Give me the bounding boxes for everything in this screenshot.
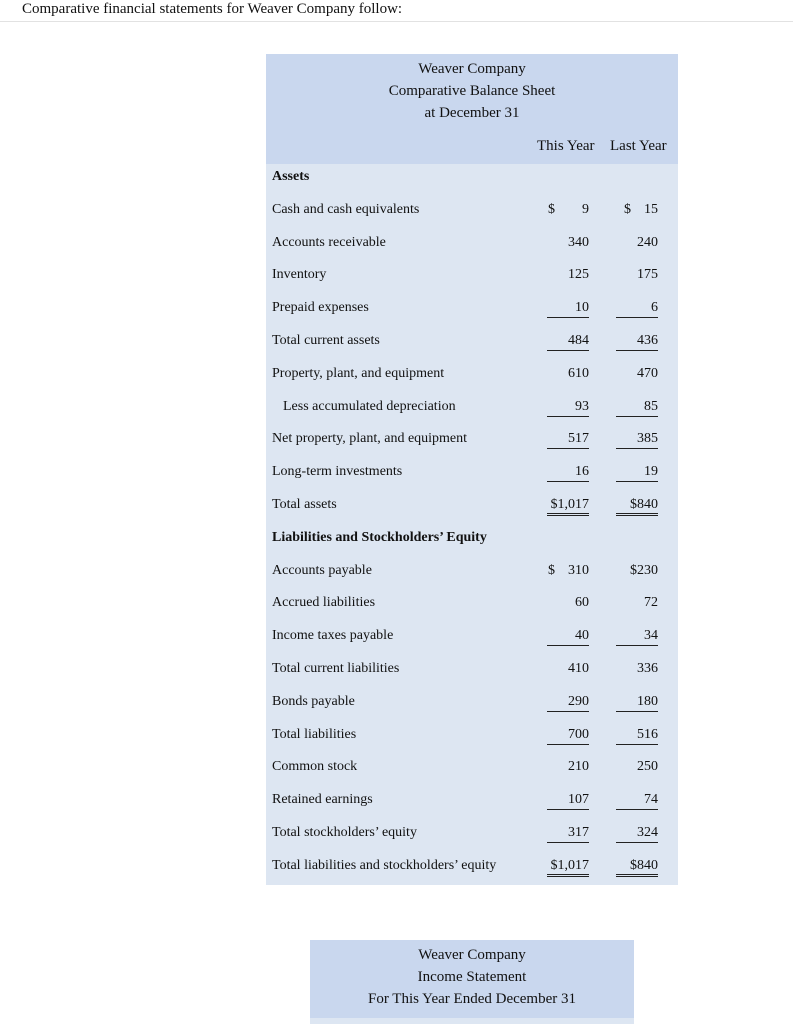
- table-row: [266, 720, 678, 753]
- table-row: [266, 785, 678, 818]
- value-this-year: 10: [547, 299, 589, 318]
- row-label: Total liabilities: [272, 726, 357, 742]
- value-this-year: 16: [547, 463, 589, 482]
- value-this-year: $1,017: [547, 857, 589, 877]
- table-row: [266, 424, 678, 457]
- dollar-sign: $: [624, 201, 631, 217]
- table-row: [266, 359, 678, 392]
- value-last-year: 85: [616, 398, 658, 417]
- row-label: Assets: [272, 169, 310, 184]
- row-label: Common stock: [272, 759, 358, 775]
- table-row: [266, 556, 678, 589]
- value-this-year: 484: [547, 332, 589, 351]
- row-label: Total current liabilities: [272, 661, 400, 676]
- value-last-year: 240: [637, 234, 658, 250]
- table-row: [266, 490, 678, 523]
- value-last-year: 336: [637, 661, 658, 676]
- value-last-year: 385: [616, 430, 658, 449]
- dollar-sign: $: [548, 201, 555, 217]
- row-label: Total current assets: [272, 333, 380, 348]
- value-last-year: 175: [637, 267, 658, 283]
- value-this-year: 93: [547, 398, 589, 417]
- table-row: [266, 621, 678, 654]
- value-this-year: 610: [568, 365, 589, 381]
- table-row: [266, 588, 678, 621]
- row-label: Total liabilities and stockholders’ equity: [272, 857, 497, 873]
- value-this-year: 60: [575, 595, 589, 611]
- value-last-year: 436: [616, 332, 658, 351]
- value-last-year: 324: [616, 824, 658, 843]
- row-label: Prepaid expenses: [272, 300, 369, 316]
- value-this-year: 410: [568, 661, 589, 676]
- column-header-this-year: This Year: [537, 138, 595, 154]
- row-label: Less accumulated depreciation: [283, 398, 456, 414]
- row-label: Bonds payable: [272, 693, 355, 709]
- value-last-year: 180: [616, 693, 658, 712]
- table-row: [266, 851, 678, 884]
- value-this-year: 107: [547, 791, 589, 810]
- table-row: [266, 752, 678, 785]
- balance-sheet-header: [266, 54, 678, 164]
- column-header-last-year: Last Year: [610, 138, 667, 154]
- statement-title: Income Statement: [417, 969, 527, 985]
- row-label: Accrued liabilities: [272, 595, 376, 611]
- table-row: [266, 818, 678, 851]
- value-this-year: 210: [568, 759, 589, 775]
- row-label: Total stockholders’ equity: [272, 825, 417, 840]
- company-name: Weaver Company: [418, 947, 526, 963]
- value-this-year: 517: [547, 430, 589, 449]
- value-this-year: 40: [547, 627, 589, 646]
- value-this-year: 310: [568, 562, 589, 578]
- row-label: Liabilities and Stockholders’ Equity: [272, 529, 487, 545]
- table-row: [266, 228, 678, 261]
- statement-title: Comparative Balance Sheet: [388, 83, 556, 99]
- top-divider: [0, 21, 793, 22]
- table-row: [266, 687, 678, 720]
- value-last-year: 250: [637, 759, 658, 775]
- company-name: Weaver Company: [418, 61, 526, 77]
- value-this-year: 317: [547, 824, 589, 843]
- value-this-year: 125: [568, 267, 589, 283]
- value-last-year: $230: [630, 562, 658, 578]
- value-last-year: 470: [637, 365, 658, 381]
- value-this-year: $1,017: [547, 496, 589, 516]
- row-label: Property, plant, and equipment: [272, 365, 445, 381]
- value-last-year: 516: [616, 726, 658, 745]
- intro-text: Comparative financial statements for Weaver Company follow:: [22, 1, 403, 17]
- table-row: [266, 293, 678, 326]
- balance-sheet-table: [266, 54, 678, 885]
- table-row: [266, 457, 678, 490]
- value-last-year: 19: [616, 463, 658, 482]
- value-last-year: 74: [616, 791, 658, 810]
- table-row: [266, 523, 678, 556]
- income-statement-header: [310, 940, 634, 1024]
- table-row: [266, 654, 678, 687]
- table-row: [266, 392, 678, 425]
- value-this-year: 290: [547, 693, 589, 712]
- value-last-year: $840: [616, 857, 658, 877]
- statement-date: at December 31: [424, 105, 520, 121]
- value-this-year: 340: [568, 234, 589, 250]
- value-last-year: 15: [644, 201, 658, 217]
- row-label: Income taxes payable: [272, 628, 394, 644]
- value-this-year: 9: [582, 201, 589, 217]
- row-label: Net property, plant, and equipment: [272, 431, 468, 447]
- table-row: [266, 326, 678, 359]
- statement-period: For This Year Ended December 31: [367, 991, 576, 1007]
- table-row: [266, 162, 678, 195]
- value-this-year: 700: [547, 726, 589, 745]
- row-label: Accounts receivable: [272, 234, 386, 250]
- value-last-year: 72: [644, 595, 658, 611]
- row-label: Long-term investments: [272, 464, 403, 480]
- table-body-strip: [310, 1018, 634, 1024]
- row-label: Accounts payable: [272, 562, 372, 578]
- value-last-year: $840: [616, 496, 658, 516]
- row-label: Total assets: [272, 497, 337, 512]
- table-row: [266, 195, 678, 228]
- value-last-year: 34: [616, 627, 658, 646]
- row-label: Cash and cash equivalents: [272, 201, 420, 217]
- dollar-sign: $: [548, 562, 555, 578]
- value-last-year: 6: [616, 299, 658, 318]
- table-row: [266, 260, 678, 293]
- row-label: Retained earnings: [272, 792, 373, 808]
- row-label: Inventory: [272, 267, 327, 283]
